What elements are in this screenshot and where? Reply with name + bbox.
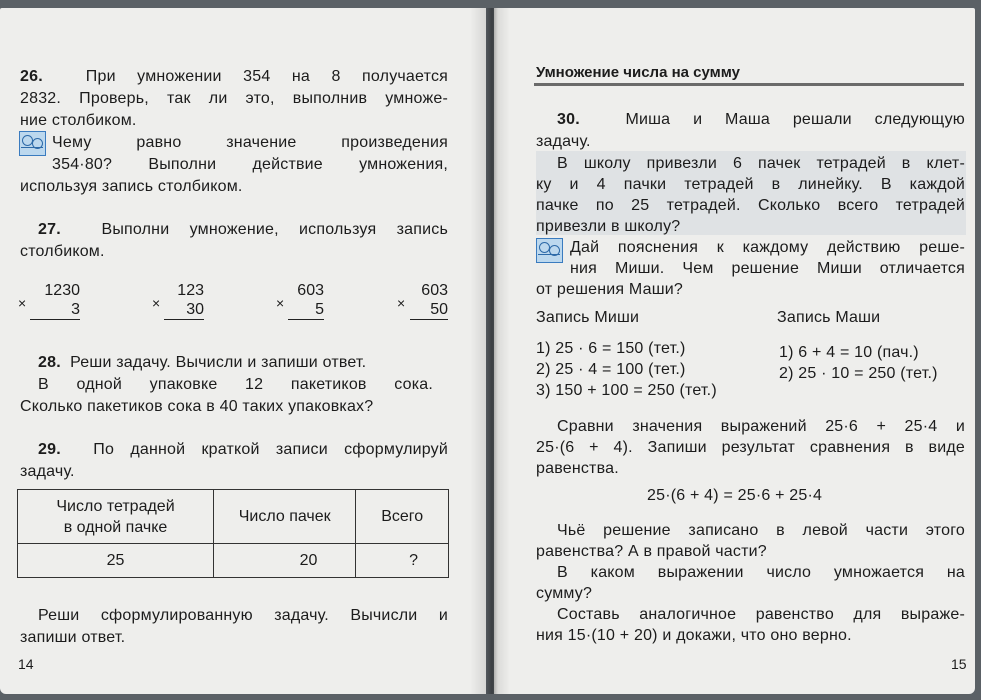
task26-line1: 26. При умножении 354 на 8 получается [20,68,449,85]
q1-line1: Чьё решение записано в левой части этого [557,522,965,539]
question-line3: от решения Маши? [536,281,684,298]
task26-line3: ние столбиком. [20,112,137,129]
task27-number: 27. [38,221,61,238]
q1-line2: равенства? А в правой части? [536,543,767,560]
task29-number: 29. [38,441,61,458]
problem-line2: ку и 4 пачки тетрадей в линейку. В каждой [536,176,965,193]
q3-line1: Составь аналогичное равенство для выраже- [557,606,965,623]
title-rule [534,83,964,86]
q2-line2: сумму? [536,585,593,602]
task28-line2: В одной упаковке 12 пакетиков сока. [38,376,433,393]
task26-extra2: 354·80? Выполни действие умножения, [52,156,448,173]
right-page [494,8,975,694]
column-multiplication-2: 123 30 [164,281,204,320]
table-header-packs: Число пачек [214,490,356,544]
pair-work-icon [19,131,46,156]
table-cell-packs: 20 [214,544,356,578]
page-number: 14 [18,656,34,672]
times-sign: × [276,295,285,311]
pair-work-icon [536,238,563,263]
misha-step-3: 3) 150 + 100 = 250 (тет.) [536,382,717,399]
task27-line1: 27. Выполни умножение, используя запись [38,221,448,238]
left-page [0,8,486,694]
table-header-per-pack: Число тетрадей в одной пачке [18,490,214,544]
masha-step-1: 1) 6 + 4 = 10 (пач.) [779,344,919,361]
question-line1: Дай пояснения к каждому действию реше- [570,239,965,256]
short-record-table [17,489,449,578]
q2-line1: В каком выражении число умножается на [557,564,965,581]
page-number: 15 [951,656,967,672]
masha-title: Запись Маши [777,309,881,326]
task30-number: 30. [557,111,580,128]
task29-after1: Реши сформулированную задачу. Вычисли и [38,607,448,624]
table-cell-total: ? [356,544,449,578]
task26-extra1: Чему равно значение произведения [52,134,448,151]
question-line2: ния Миши. Чем решение Миши отличается [570,260,965,277]
times-sign: × [18,295,27,311]
table-cell-per-pack: 25 [18,544,214,578]
times-sign: × [152,295,161,311]
task26-number: 26. [20,68,43,85]
book-spine [470,8,510,694]
table-header-total: Всего [356,490,449,544]
section-title: Умножение числа на сумму [536,64,740,81]
task30-intro2: задачу. [536,133,591,150]
task28-line3: Сколько пакетиков сока в 40 таких упаковках? [20,398,374,415]
equation: 25·(6 + 4) = 25·6 + 25·4 [647,487,823,504]
task28-number: 28. [38,354,61,371]
task29-after2: запиши ответ. [20,629,126,646]
compare-line3: равенства. [536,460,619,477]
column-multiplication-3: 603 5 [288,281,324,320]
task30-intro1: 30. Миша и Маша решали следующую [557,111,965,128]
problem-line4: привезли в школу? [536,218,681,235]
misha-step-1: 1) 25 · 6 = 150 (тет.) [536,340,686,357]
misha-step-2: 2) 25 · 4 = 100 (тет.) [536,361,686,378]
column-multiplication-4: 603 50 [410,281,448,320]
problem-line1: В школу привезли 6 пачек тетрадей в клет- [557,155,965,172]
misha-title: Запись Миши [536,309,640,326]
masha-step-2: 2) 25 · 10 = 250 (тет.) [779,365,938,382]
q3-line2: ния 15·(10 + 20) и докажи, что оно верно. [536,627,852,644]
task26-line2: 2832. Проверь, так ли это, выполнив умноже- [20,90,448,107]
times-sign: × [397,295,406,311]
task29-line1: 29. По данной краткой записи сформулируй [38,441,449,458]
compare-line2: 25·(6 + 4). Запиши результат сравнения в виде [536,439,965,456]
task28-line1: 28. Реши задачу. Вычисли и запиши ответ. [38,354,367,371]
compare-line1: Сравни значения выражений 25·6 + 25·4 и [557,418,965,435]
task29-line2: задачу. [20,463,75,480]
task27-line2: столбиком. [20,243,105,260]
column-multiplication-1: 1230 3 [30,281,80,320]
task26-extra3: используя запись столбиком. [20,178,243,195]
problem-line3: пачке по 25 тетрадей. Сколько всего тетрадей [536,197,965,214]
